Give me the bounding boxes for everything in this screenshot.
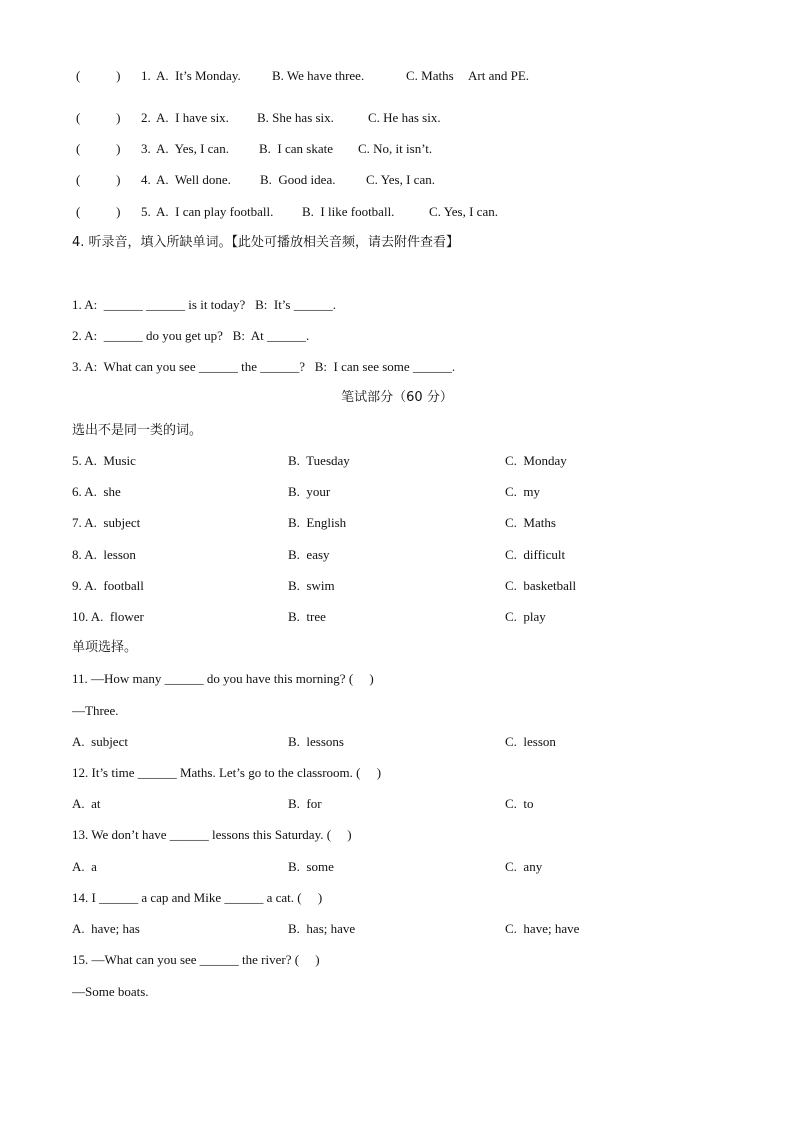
option-a: A. Yes, I can. [156,141,229,156]
option-b: B. lessons [288,734,344,749]
option-c: C. to [505,796,534,811]
fill-line-1: 1. A: ______ ______ is it today? B: It’s ______. [72,297,336,312]
question-number: 4. [141,172,151,187]
option-a: 10. A. flower [72,609,144,624]
option-b: B. your [288,484,331,499]
question-number: 2. [141,110,151,125]
option-c: C. play [505,609,546,624]
written-part-title: 笔试部分（60 分） [341,390,453,405]
option-b: B. easy [288,547,330,562]
option-b: B. English [288,515,347,530]
single-choice-title: 单项选择。 [72,640,138,655]
option-c: C. difficult [505,547,566,562]
question-number: 3. [141,141,151,156]
option-b: B. Tuesday [288,453,350,468]
answer-paren: ( ) [76,110,121,125]
option-c: C. No, it isn’t. [358,141,433,156]
option-c: C. any [505,859,543,874]
option-a: A. Well done. [156,172,231,187]
option-c: C. He has six. [368,110,441,125]
option-a: 9. A. football [72,578,144,593]
option-b: B. I can skate [259,141,334,156]
option-b: B. Good idea. [260,172,336,187]
q15-reply: —Some boats. [72,984,149,999]
option-b: B. tree [288,609,326,624]
option-a: 7. A. subject [72,515,141,530]
option-b: B. some [288,859,334,874]
answer-paren: ( ) [76,204,121,219]
odd-one-out-title: 选出不是同一类的词。 [72,423,203,438]
option-c: C. Maths [505,515,556,530]
option-a: 8. A. lesson [72,547,136,562]
option-b: B. She has six. [257,110,334,125]
option-c-extra: Art and PE. [468,68,530,83]
option-a: A. I have six. [156,110,229,125]
option-c: C. my [505,484,541,499]
option-a: A. I can play football. [156,204,274,219]
option-c: C. have; have [505,921,580,936]
q11-reply: —Three. [72,703,119,718]
q12-stem: 12. It’s time ______ Maths. Let’s go to the classroom. ( ) [72,765,382,780]
question-number: 5. [141,204,151,219]
section-4-title: 4. 听录音，填入所缺单词。【此处可播放相关音频，请去附件查看】 [72,235,460,250]
q14-stem: 14. I ______ a cap and Mike ______ a cat. ( ) [72,890,323,905]
option-c: C. basketball [505,578,577,593]
option-a: 6. A. she [72,484,121,499]
option-c: C. Maths [406,68,454,83]
answer-paren: ( ) [76,68,121,83]
option-c: C. Monday [505,453,567,468]
option-b: B. for [288,796,322,811]
option-b: B. I like football. [302,204,395,219]
option-b: B. We have three. [272,68,365,83]
option-a: A. It’s Monday. [156,68,241,83]
option-b: B. has; have [288,921,356,936]
option-a: 5. A. Music [72,453,136,468]
option-a: A. subject [72,734,128,749]
option-a: A. have; has [72,921,140,936]
q13-stem: 13. We don’t have ______ lessons this Saturday. ( ) [72,827,352,842]
q11-stem: 11. —How many ______ do you have this morning? ( ) [72,671,374,686]
question-number: 1. [141,68,151,83]
fill-line-2: 2. A: ______ do you get up? B: At ______. [72,328,310,343]
option-a: A. a [72,859,97,874]
fill-line-3: 3. A: What can you see ______ the ______? B: I can see some ______. [72,359,456,374]
option-c: C. lesson [505,734,556,749]
option-b: B. swim [288,578,335,593]
q15-stem: 15. —What can you see ______ the river? ( ) [72,952,320,967]
option-c: C. Yes, I can. [429,204,498,219]
option-c: C. Yes, I can. [366,172,435,187]
answer-paren: ( ) [76,141,121,156]
answer-paren: ( ) [76,172,121,187]
option-a: A. at [72,796,101,811]
